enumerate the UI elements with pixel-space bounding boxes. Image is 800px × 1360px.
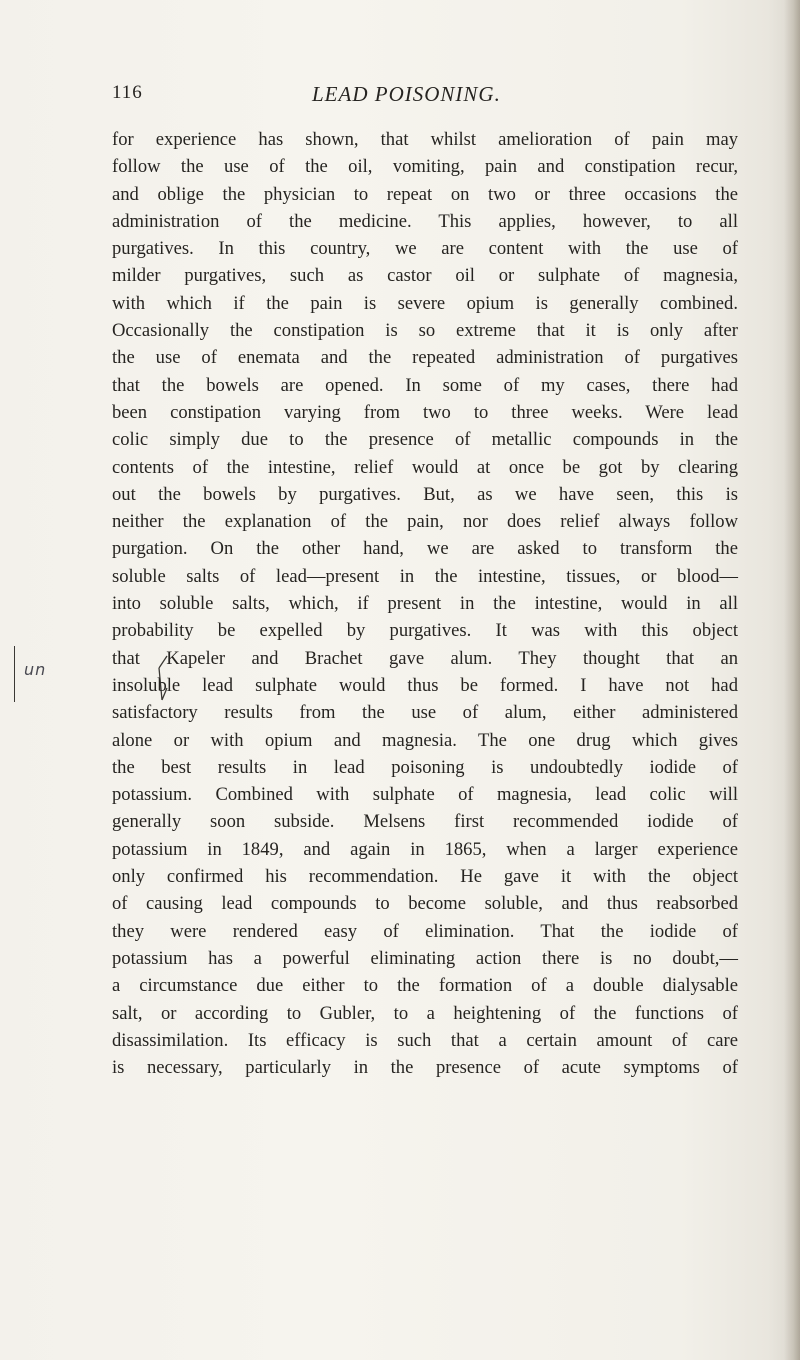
text-line: salt, or according to Gubler, to a heightening of the functions of [112, 1002, 738, 1024]
text-line: been constipation varying from two to three weeks. Were lead [112, 401, 738, 423]
text-line: colic simply due to the presence of metallic compounds in the [112, 429, 738, 451]
text-line: probability be expelled by purgatives. It was with this object [112, 620, 738, 642]
text-line: potassium has a powerful eliminating action there is no doubt,— [112, 947, 738, 969]
text-line: purgation. On the other hand, we are asked to transform the [112, 538, 738, 560]
text-line: they were rendered easy of elimination. That the iodide of [112, 920, 738, 942]
text-line: out the bowels by purgatives. But, as we have seen, this is [112, 483, 738, 505]
text-line: contents of the intestine, relief would at once be got by clearing [112, 456, 738, 478]
text-line: insoluble lead sulphate would thus be formed. I have not had [112, 674, 738, 696]
text-line: disassimilation. Its efficacy is such that a certain amount of care [112, 1029, 738, 1051]
text-line: is necessary, particularly in the presence of acute symptoms of [112, 1057, 738, 1079]
body-text [112, 126, 738, 1081]
text-line: for experience has shown, that whilst amelioration of pain may [112, 129, 738, 150]
page-number: 116 [112, 82, 143, 103]
text-line: milder purgatives, such as castor oil or sulphate of magnesia, [112, 265, 738, 287]
text-line: into soluble salts, which, if present in the intestine, would in all [112, 593, 738, 615]
page-header [112, 82, 732, 112]
text-line: soluble salts of lead—present in the intestine, tissues, or blood— [112, 565, 738, 587]
margin-bracket [14, 646, 21, 702]
text-line: administration of the medicine. This applies, however, to all [112, 210, 738, 232]
text-line: potassium in 1849, and again in 1865, when a larger experience [112, 838, 738, 860]
text-line: that the bowels are opened. In some of my cases, there had [112, 374, 738, 396]
text-line: follow the use of the oil, vomiting, pain and constipation recur, [112, 156, 738, 178]
text-line: satisfactory results from the use of alum, either administered [112, 702, 738, 724]
text-line: generally soon subside. Melsens first recommended iodide of [112, 811, 738, 833]
margin-note-text: un [24, 660, 47, 679]
text-line: only confirmed his recommendation. He gave it with the object [112, 866, 738, 888]
text-line: neither the explanation of the pain, nor does relief always follow [112, 511, 738, 533]
text-line: potassium. Combined with sulphate of magnesia, lead colic will [112, 784, 738, 806]
text-line: and oblige the physician to repeat on two or three occasions the [112, 183, 738, 205]
handwritten-margin-note [14, 646, 64, 708]
text-line: purgatives. In this country, we are content with the use of [112, 238, 738, 260]
text-line: of causing lead compounds to become soluble, and thus reabsorbed [112, 893, 738, 915]
text-line: a circumstance due either to the formation of a double dialysable [112, 975, 738, 997]
text-line: with which if the pain is severe opium is generally combined. [112, 292, 738, 314]
text-line: alone or with opium and magnesia. The one drug which gives [112, 729, 738, 751]
page-edge-shadow [784, 0, 800, 1360]
text-line: the best results in lead poisoning is undoubtedly iodide of [112, 756, 738, 778]
running-title: LEAD POISONING. [312, 82, 501, 106]
text-line: that Kapeler and Brachet gave alum. They thought that an [112, 647, 738, 669]
text-line: Occasionally the constipation is so extreme that it is only after [112, 320, 738, 342]
text-line: the use of enemata and the repeated administration of purgatives [112, 347, 738, 369]
